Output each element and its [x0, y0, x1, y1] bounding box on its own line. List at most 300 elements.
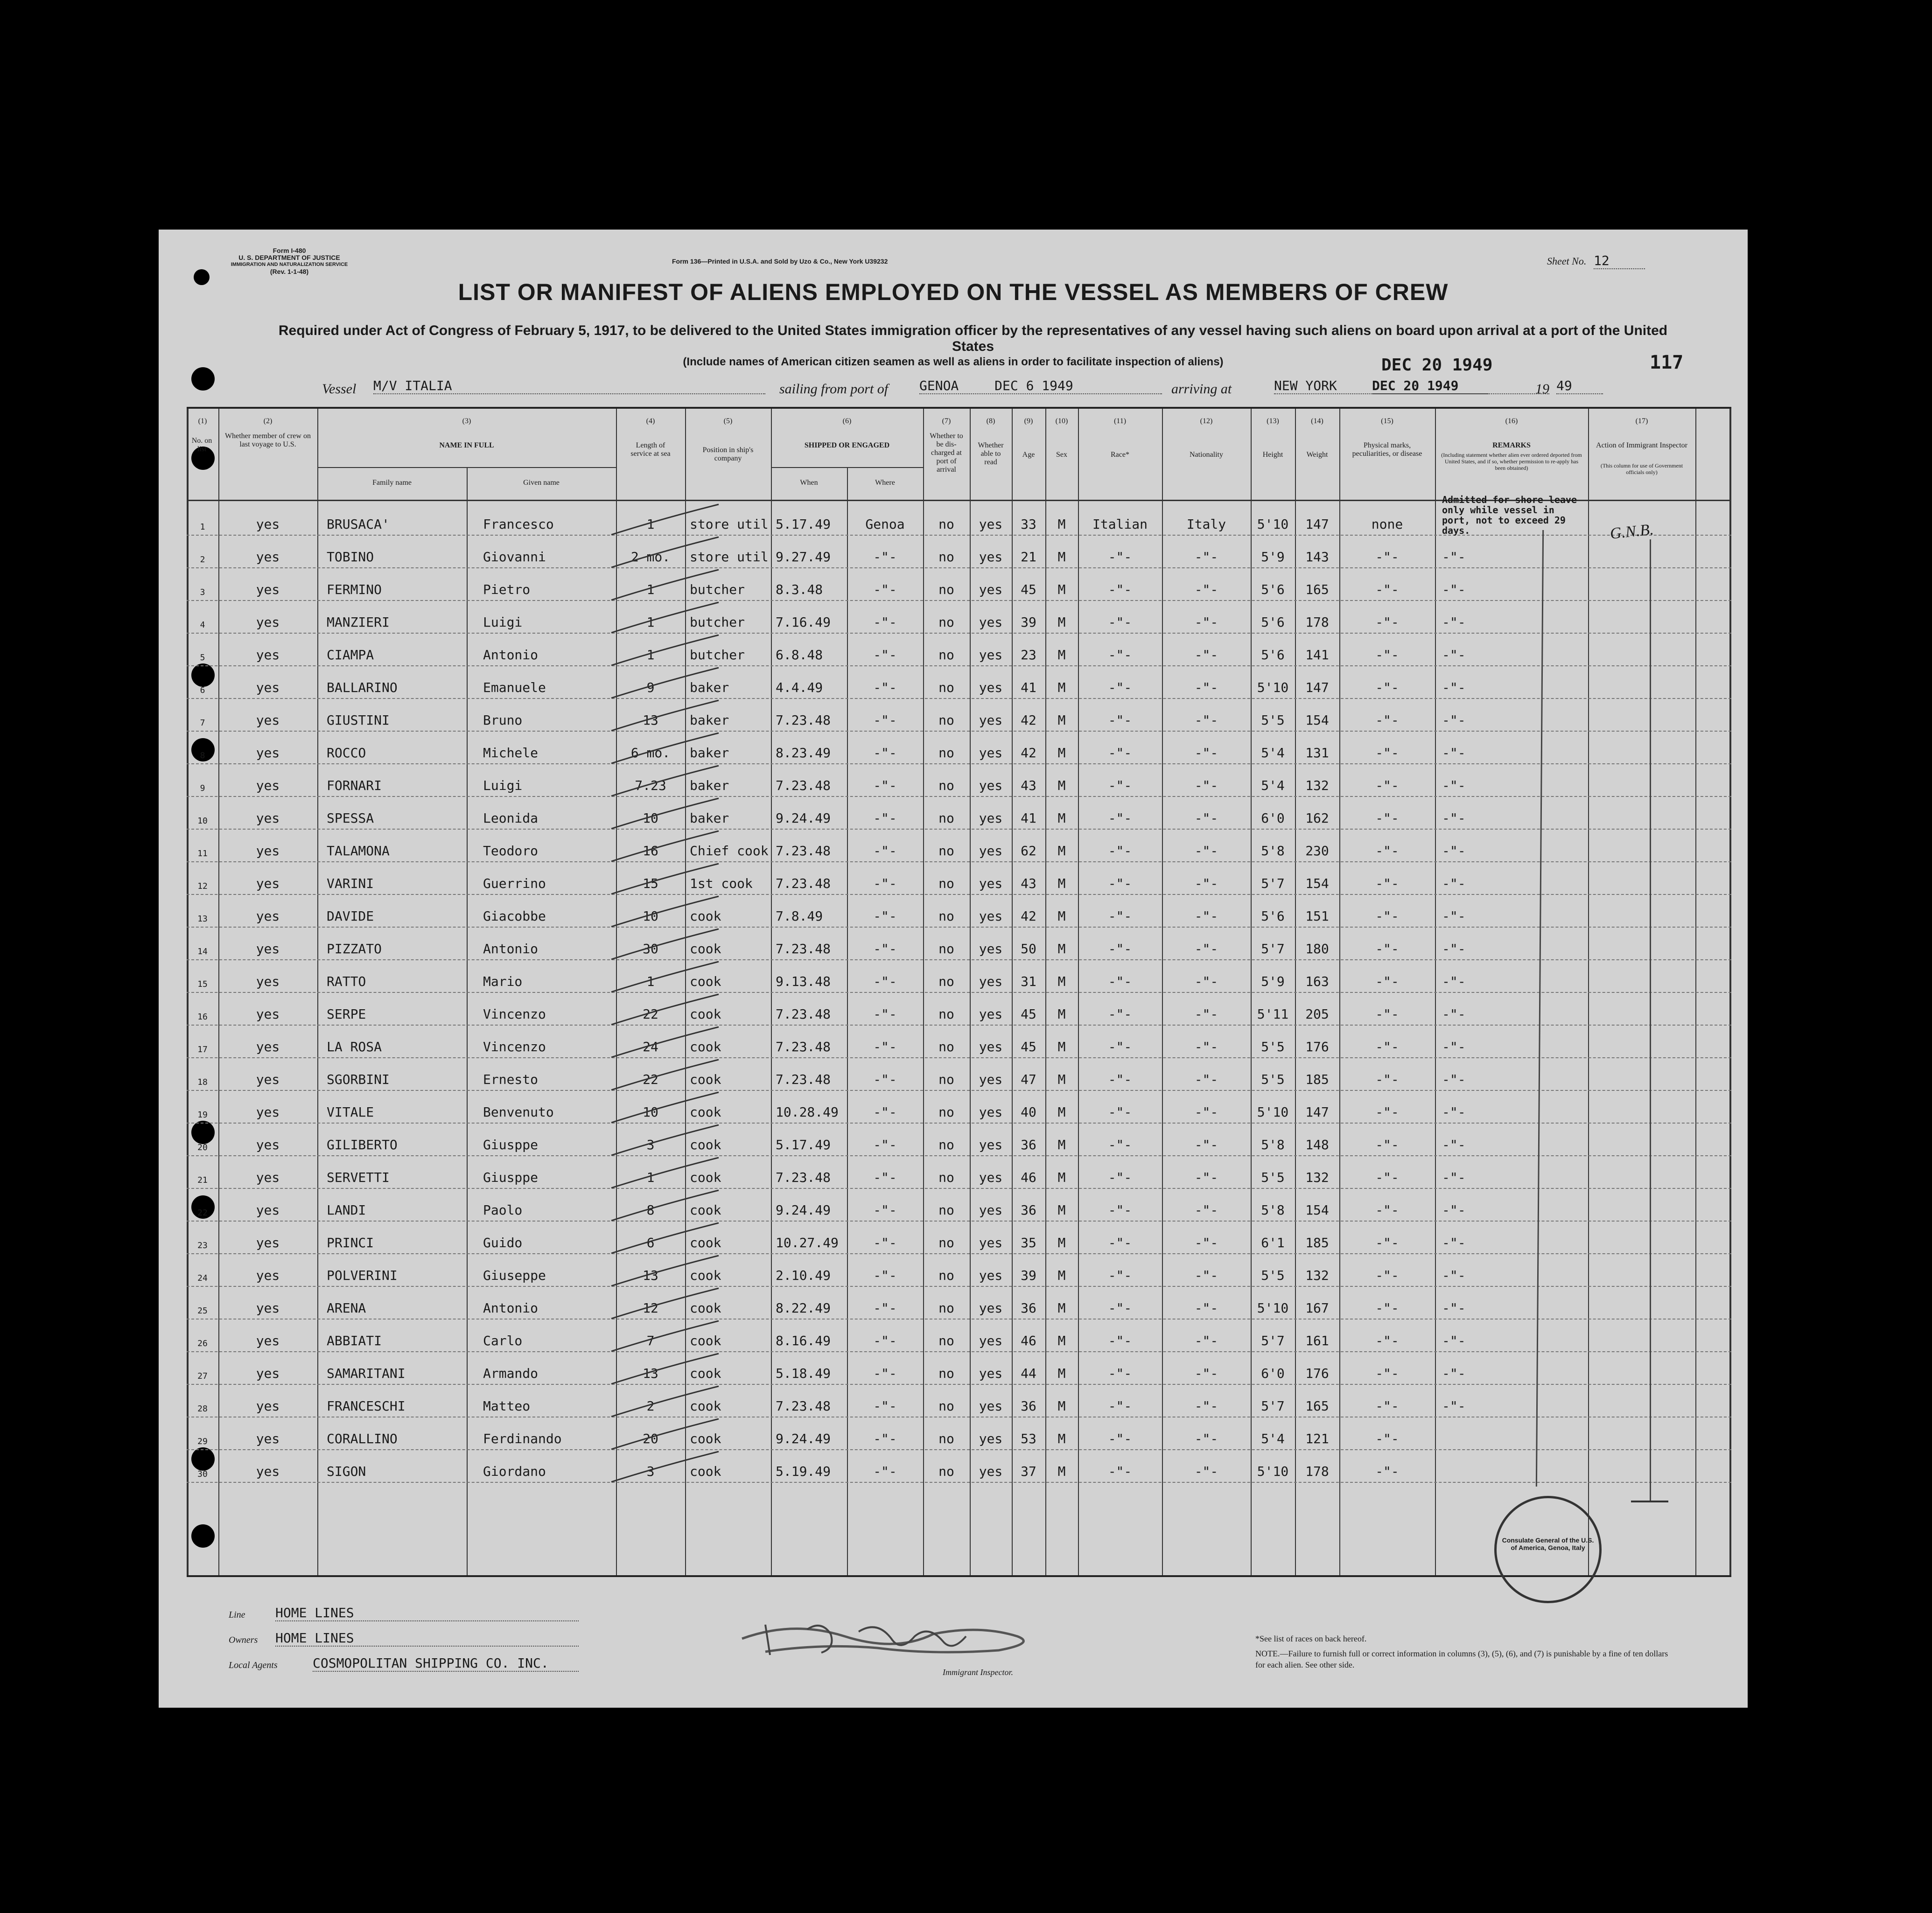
cell-race: -"-: [1108, 1431, 1132, 1446]
cell-prev: yes: [256, 876, 280, 891]
cell-position: cook: [690, 1464, 721, 1479]
pencil-check: [611, 668, 719, 698]
pencil-check: [611, 733, 719, 763]
cell-height: 5'10: [1257, 1104, 1289, 1120]
pencil-check: [611, 700, 719, 731]
cell-height: 5'5: [1261, 1039, 1285, 1054]
cell-marks: -"-: [1375, 680, 1399, 695]
cell-read: yes: [979, 745, 1003, 761]
cell-prev: yes: [256, 712, 280, 728]
cell-race: -"-: [1108, 778, 1132, 793]
cell-where: -"-: [873, 712, 897, 728]
cell-service: 24: [643, 1039, 658, 1054]
cell-n: 15: [197, 979, 208, 989]
cell-prev: yes: [256, 1333, 280, 1348]
cell-n: 4: [200, 620, 205, 630]
cell-given: Giusppe: [483, 1170, 539, 1185]
cell-remarks: -"-: [1442, 582, 1466, 597]
cell-service: 7.23: [635, 778, 666, 793]
cell-marks: -"-: [1375, 549, 1399, 565]
cell-height: 5'5: [1261, 1268, 1285, 1283]
sheet-label: Sheet No.: [1547, 255, 1587, 267]
cell-height: 5'10: [1257, 680, 1289, 695]
cell-given: Paolo: [483, 1202, 523, 1218]
form-rev: (Rev. 1-1-48): [270, 268, 309, 275]
cell-service: 22: [643, 1006, 658, 1022]
cell-race: -"-: [1108, 1268, 1132, 1283]
cell-race: -"-: [1108, 876, 1132, 891]
cell-nationality: -"-: [1194, 745, 1218, 761]
cell-prev: yes: [256, 1398, 280, 1414]
cell-remarks: -"-: [1442, 549, 1466, 565]
cell-sex: M: [1057, 1072, 1066, 1087]
colnum-16: (16): [1505, 417, 1518, 425]
cell-given: Giacobbe: [483, 908, 546, 924]
cell-family: GILIBERTO: [327, 1137, 398, 1152]
cell-sex: M: [1057, 549, 1066, 565]
cell-when: 9.24.49: [776, 1431, 831, 1446]
cell-discharged: no: [938, 908, 954, 924]
cell-marks: -"-: [1375, 941, 1399, 956]
cell-position: 1st cook: [690, 876, 753, 891]
hdr-weight: Weight: [1306, 451, 1328, 459]
cell-discharged: no: [938, 549, 954, 565]
table-row: [187, 1090, 1731, 1124]
cell-height: 5'5: [1261, 1170, 1285, 1185]
cell-given: Armando: [483, 1366, 539, 1381]
cell-position: baker: [690, 680, 729, 695]
cell-height: 5'8: [1261, 1202, 1285, 1218]
cell-when: 5.19.49: [776, 1464, 831, 1479]
cell-n: 24: [197, 1273, 208, 1283]
cell-weight: 205: [1305, 1006, 1329, 1022]
cell-race: -"-: [1108, 941, 1132, 956]
pencil-check: [611, 602, 719, 633]
crew-table: [187, 407, 1731, 1577]
cell-read: yes: [979, 1333, 1003, 1348]
cell-weight: 161: [1305, 1333, 1329, 1348]
table-row: [187, 927, 1731, 960]
cell-when: 4.4.49: [776, 680, 823, 695]
cell-sex: M: [1057, 680, 1066, 695]
cell-prev: yes: [256, 1006, 280, 1022]
form-id-block: [229, 247, 350, 275]
vessel-label: Vessel: [322, 381, 357, 397]
cell-read: yes: [979, 1235, 1003, 1250]
cell-age: 45: [1021, 582, 1036, 597]
cell-weight: 185: [1305, 1235, 1329, 1250]
page-title: LIST OR MANIFEST OF ALIENS EMPLOYED ON THE VESSEL AS MEMBERS OF CREW: [458, 279, 1449, 305]
cell-height: 5'4: [1261, 745, 1285, 761]
cell-read: yes: [979, 810, 1003, 826]
cell-family: ABBIATI: [327, 1333, 382, 1348]
cell-n: 29: [197, 1437, 208, 1446]
cell-remarks: -"-: [1442, 1235, 1466, 1250]
hdr-position: Position in ship's company: [702, 446, 754, 462]
cell-when: 7.8.49: [776, 908, 823, 924]
cell-remarks: -"-: [1442, 778, 1466, 793]
cell-discharged: no: [938, 810, 954, 826]
cell-position: Chief cook: [690, 843, 769, 859]
cell-race: -"-: [1108, 1137, 1132, 1152]
cell-position: cook: [690, 974, 721, 989]
cell-given: Ferdinando: [483, 1431, 562, 1446]
received-date-stamp: DEC 20 1949: [1381, 356, 1493, 375]
cell-given: Giovanni: [483, 549, 546, 565]
cell-weight: 141: [1305, 647, 1329, 663]
colnum-15: (15): [1381, 417, 1393, 425]
cell-sex: M: [1057, 1170, 1066, 1185]
cell-position: cook: [690, 1235, 721, 1250]
cell-discharged: no: [938, 1333, 954, 1348]
cell-given: Guerrino: [483, 876, 546, 891]
cell-read: yes: [979, 517, 1003, 532]
cell-race: -"-: [1108, 614, 1132, 630]
cell-n: 23: [197, 1241, 208, 1250]
cell-read: yes: [979, 1170, 1003, 1185]
cell-marks: -"-: [1375, 1104, 1399, 1120]
cell-given: Ernesto: [483, 1072, 539, 1087]
page-subtitle: Required under Act of Congress of February 5, 1917, to be delivered to the United States immigration officer by the representatives of any vessel having such aliens on board upon arrival at a port of the United States: [278, 323, 1668, 354]
cell-service: 13: [643, 1268, 658, 1283]
cell-position: store util: [690, 549, 769, 565]
cell-remarks: -"-: [1442, 908, 1466, 924]
cell-service: 6 mo.: [630, 745, 671, 761]
cell-remarks: -"-: [1442, 1333, 1466, 1348]
cell-race: -"-: [1108, 1170, 1132, 1185]
cell-family: CIAMPA: [327, 647, 374, 663]
cell-family: MANZIERI: [327, 614, 390, 630]
cell-when: 8.3.48: [776, 582, 823, 597]
inspector-initials: G.N.B.: [1609, 521, 1655, 543]
cell-position: cook: [690, 1398, 721, 1414]
cell-race: -"-: [1108, 1202, 1132, 1218]
cell-weight: 147: [1305, 680, 1329, 695]
sailing-date: DEC 6 1949: [994, 378, 1073, 393]
hdr-sex: Sex: [1056, 451, 1067, 459]
cell-nationality: -"-: [1194, 876, 1218, 891]
cell-marks: -"-: [1375, 1137, 1399, 1152]
cell-age: 44: [1021, 1366, 1036, 1381]
cell-weight: 132: [1305, 778, 1329, 793]
cell-sex: M: [1057, 1235, 1066, 1250]
colnum-14: (14): [1311, 417, 1323, 425]
cell-service: 9: [646, 680, 655, 695]
cell-age: 36: [1021, 1398, 1036, 1414]
cell-read: yes: [979, 614, 1003, 630]
cell-read: yes: [979, 1104, 1003, 1120]
cell-nationality: -"-: [1194, 582, 1218, 597]
cell-family: SAMARITANI: [327, 1366, 406, 1381]
cell-discharged: no: [938, 712, 954, 728]
cell-given: Bruno: [483, 712, 523, 728]
cell-weight: 185: [1305, 1072, 1329, 1087]
cell-sex: M: [1057, 876, 1066, 891]
cell-where: -"-: [873, 778, 897, 793]
cell-nationality: -"-: [1194, 1366, 1218, 1381]
table-row: [187, 1319, 1731, 1352]
sheet-number: 12: [1594, 253, 1645, 269]
cell-discharged: no: [938, 778, 954, 793]
table-row: [187, 535, 1731, 568]
pencil-check: [611, 798, 719, 829]
cell-age: 40: [1021, 1104, 1036, 1120]
table-row: [187, 1057, 1731, 1091]
cell-given: Pietro: [483, 582, 531, 597]
cell-remarks: -"-: [1442, 745, 1466, 761]
cell-nationality: -"-: [1194, 1104, 1218, 1120]
cell-given: Michele: [483, 745, 539, 761]
cell-given: Vincenzo: [483, 1006, 546, 1022]
cell-service: 12: [643, 1300, 658, 1316]
cell-nationality: -"-: [1194, 1072, 1218, 1087]
cell-age: 46: [1021, 1170, 1036, 1185]
pencil-check: [611, 1060, 719, 1090]
cell-weight: 143: [1305, 549, 1329, 565]
cell-service: 1: [646, 517, 655, 532]
cell-given: Emanuele: [483, 680, 546, 695]
vessel-name: M/V ITALIA: [373, 378, 765, 394]
cell-height: 5'8: [1261, 1137, 1285, 1152]
printer-note: Form 136—Printed in U.S.A. and Sold by Uzo & Co., New York U39232: [672, 258, 888, 265]
cell-discharged: no: [938, 582, 954, 597]
colnum-10: (10): [1055, 417, 1068, 425]
arriving-label: arriving at: [1171, 381, 1232, 397]
cell-service: 10: [643, 908, 658, 924]
table-row: [187, 1351, 1731, 1385]
cell-family: ROCCO: [327, 745, 366, 761]
cell-family: PIZZATO: [327, 941, 382, 956]
form-id: Form I-480: [273, 247, 306, 254]
hdr-height: Height: [1262, 451, 1283, 459]
cell-service: 2: [646, 1398, 655, 1414]
cell-read: yes: [979, 712, 1003, 728]
cell-marks: none: [1371, 517, 1403, 532]
hdr-race: Race*: [1111, 451, 1129, 459]
cell-weight: 151: [1305, 908, 1329, 924]
cell-height: 5'9: [1261, 549, 1285, 565]
cell-family: FERMINO: [327, 582, 382, 597]
hdr-marks: Physical marks, peculiarities, or disease: [1352, 441, 1422, 458]
pencil-check: [611, 1027, 719, 1057]
cell-where: -"-: [873, 1104, 897, 1120]
pencil-line: [1650, 539, 1651, 1501]
cell-given: Vincenzo: [483, 1039, 546, 1054]
cell-when: 7.16.49: [776, 614, 831, 630]
pencil-check: [611, 896, 719, 927]
page-subnote: (Include names of American citizen seamen as well as aliens in order to facilitate inspection of aliens): [683, 356, 1224, 368]
cell-height: 5'4: [1261, 778, 1285, 793]
cell-when: 7.23.48: [776, 1072, 831, 1087]
cell-discharged: no: [938, 1464, 954, 1479]
cell-when: 9.24.49: [776, 1202, 831, 1218]
cell-remarks: -"-: [1442, 941, 1466, 956]
cell-where: -"-: [873, 582, 897, 597]
cell-discharged: no: [938, 1268, 954, 1283]
colnum-7: (7): [942, 417, 951, 425]
cell-service: 13: [643, 1366, 658, 1381]
cell-given: Giordano: [483, 1464, 546, 1479]
cell-position: cook: [690, 1431, 721, 1446]
table-row: [187, 763, 1731, 797]
agents-label: Local Agents: [229, 1660, 278, 1670]
cell-weight: 154: [1305, 876, 1329, 891]
table-row: [187, 665, 1731, 699]
cell-age: 53: [1021, 1431, 1036, 1446]
cell-when: 5.17.49: [776, 1137, 831, 1152]
cell-service: 1: [646, 1170, 655, 1185]
cell-remarks: Admitted for shore leave only while vessel in port, not to exceed 29 days.: [1442, 494, 1577, 536]
pencil-check: [611, 1223, 719, 1253]
cell-when: 2.10.49: [776, 1268, 831, 1283]
cell-where: -"-: [873, 1398, 897, 1414]
cell-nationality: -"-: [1194, 908, 1218, 924]
cell-position: cook: [690, 1072, 721, 1087]
cell-n: 27: [197, 1371, 208, 1381]
cell-weight: 147: [1305, 1104, 1329, 1120]
cell-race: -"-: [1108, 974, 1132, 989]
cell-marks: -"-: [1375, 1072, 1399, 1087]
cell-given: Francesco: [483, 517, 554, 532]
cell-marks: -"-: [1375, 1431, 1399, 1446]
cell-discharged: no: [938, 1398, 954, 1414]
cell-family: LANDI: [327, 1202, 366, 1218]
cell-marks: -"-: [1375, 712, 1399, 728]
cell-family: SIGON: [327, 1464, 366, 1479]
cell-where: -"-: [873, 1235, 897, 1250]
table-row: [187, 731, 1731, 764]
cell-prev: yes: [256, 1039, 280, 1054]
cell-sex: M: [1057, 974, 1066, 989]
cell-prev: yes: [256, 1170, 280, 1185]
table-row: [187, 1155, 1731, 1189]
cell-position: baker: [690, 778, 729, 793]
cell-age: 46: [1021, 1333, 1036, 1348]
table-row: [187, 1417, 1731, 1450]
cell-discharged: no: [938, 1235, 954, 1250]
cell-n: 30: [197, 1469, 208, 1479]
cell-marks: -"-: [1375, 1333, 1399, 1348]
cell-race: Italian: [1092, 517, 1148, 532]
cell-age: 50: [1021, 941, 1036, 956]
colnum-13: (13): [1267, 417, 1279, 425]
page-reference: 117: [1650, 352, 1684, 373]
cell-family: SGORBINI: [327, 1072, 390, 1087]
cell-read: yes: [979, 1398, 1003, 1414]
cell-weight: 178: [1305, 1464, 1329, 1479]
cell-where: -"-: [873, 647, 897, 663]
cell-nationality: -"-: [1194, 843, 1218, 859]
sailing-label: sailing from port of: [779, 381, 889, 397]
cell-when: 7.23.48: [776, 712, 831, 728]
cell-family: VITALE: [327, 1104, 374, 1120]
cell-remarks: -"-: [1442, 1202, 1466, 1218]
table-row: [187, 567, 1731, 601]
cell-when: 5.17.49: [776, 517, 831, 532]
cell-nationality: -"-: [1194, 712, 1218, 728]
cell-remarks: -"-: [1442, 647, 1466, 663]
cell-where: -"-: [873, 908, 897, 924]
cell-family: SERVETTI: [327, 1170, 390, 1185]
hdr-service: Length of service at sea: [630, 441, 671, 458]
hdr-name: NAME IN FULL: [439, 441, 494, 449]
cell-weight: 154: [1305, 1202, 1329, 1218]
cell-remarks: -"-: [1442, 1137, 1466, 1152]
cell-family: GIUSTINI: [327, 712, 390, 728]
hdr-age: Age: [1022, 451, 1035, 459]
cell-read: yes: [979, 680, 1003, 695]
cell-read: yes: [979, 1202, 1003, 1218]
cell-where: -"-: [873, 614, 897, 630]
cell-prev: yes: [256, 549, 280, 565]
cell-position: cook: [690, 1268, 721, 1283]
cell-marks: -"-: [1375, 745, 1399, 761]
table-row: [187, 959, 1731, 993]
cell-marks: -"-: [1375, 1366, 1399, 1381]
cell-discharged: no: [938, 876, 954, 891]
cell-service: 10: [643, 1104, 658, 1120]
hdr-no: No. on list: [191, 437, 212, 453]
cell-nationality: -"-: [1194, 1006, 1218, 1022]
cell-age: 23: [1021, 647, 1036, 663]
cell-height: 6'1: [1261, 1235, 1285, 1250]
cell-position: cook: [690, 1366, 721, 1381]
cell-n: 25: [197, 1306, 208, 1316]
hdr-given: Given name: [523, 479, 560, 487]
cell-race: -"-: [1108, 810, 1132, 826]
cell-service: 3: [646, 1464, 655, 1479]
cell-height: 5'5: [1261, 1072, 1285, 1087]
table-row: [187, 1221, 1731, 1254]
cell-where: -"-: [873, 680, 897, 695]
cell-when: 5.18.49: [776, 1366, 831, 1381]
cell-prev: yes: [256, 778, 280, 793]
cell-where: -"-: [873, 843, 897, 859]
cell-position: butcher: [690, 647, 745, 663]
cell-position: baker: [690, 712, 729, 728]
cell-remarks: -"-: [1442, 1300, 1466, 1316]
cell-remarks: -"-: [1442, 1398, 1466, 1414]
cell-age: 31: [1021, 974, 1036, 989]
cell-n: 20: [197, 1143, 208, 1152]
cell-given: Antonio: [483, 1300, 539, 1316]
cell-n: 26: [197, 1339, 208, 1348]
cell-n: 8: [200, 751, 205, 761]
cell-position: cook: [690, 1300, 721, 1316]
cell-discharged: no: [938, 1300, 954, 1316]
pencil-check: [611, 1092, 719, 1123]
cell-weight: 180: [1305, 941, 1329, 956]
cell-marks: -"-: [1375, 1464, 1399, 1479]
pencil-check: [611, 864, 719, 894]
cell-position: cook: [690, 1039, 721, 1054]
cell-where: -"-: [873, 1268, 897, 1283]
cell-discharged: no: [938, 974, 954, 989]
cell-nationality: -"-: [1194, 1398, 1218, 1414]
cell-read: yes: [979, 1464, 1003, 1479]
cell-prev: yes: [256, 810, 280, 826]
cell-remarks: -"-: [1442, 1366, 1466, 1381]
cell-remarks: -"-: [1442, 1268, 1466, 1283]
cell-sex: M: [1057, 778, 1066, 793]
cell-where: -"-: [873, 974, 897, 989]
cell-where: -"-: [873, 549, 897, 565]
cell-family: SERPE: [327, 1006, 366, 1022]
pencil-check: [611, 1419, 719, 1449]
cell-n: 10: [197, 816, 208, 826]
pencil-check: [611, 635, 719, 665]
pencil-check: [611, 504, 719, 535]
